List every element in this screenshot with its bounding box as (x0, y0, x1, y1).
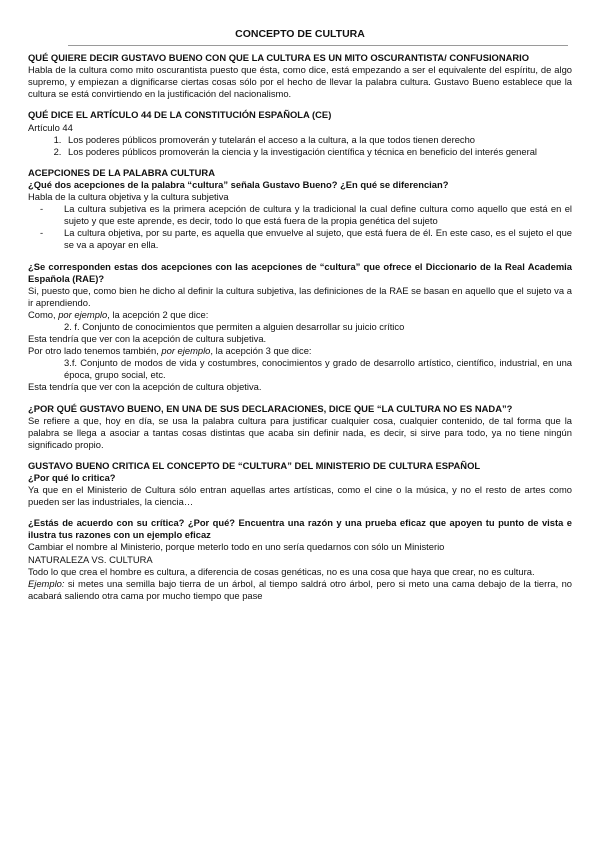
page-title: CONCEPTO DE CULTURA (235, 28, 365, 40)
question: ¿Por qué lo critica? (28, 472, 116, 483)
article-label: Artículo 44 (28, 121, 73, 133)
paragraph: Ya que en el Ministerio de Cultura sólo entran aquellas artes artísticas, como el cine o la música, y no el resto de artes como pueden ser las industriales, la ciencia… (28, 484, 572, 508)
list-item: - La cultura subjetiva es la primera acepción de cultura y la tradicional la cual define cultura como aquello que está en el sujeto y que este aprende, es decir, todo lo que está fuera de la propia genética del sujeto (64, 203, 572, 227)
paragraph: Si, puesto que, como bien he dicho al definir la cultura subjetiva, las definiciones de la RAE se basan en aquello que el sujeto va a ir aprendiendo. (28, 284, 572, 308)
list-item: - La cultura objetiva, por su parte, es aquella que envuelve al sujeto, que está fuera de él. En este caso, es el sujeto el que se va a apoyar en ella. (64, 227, 572, 251)
section-heading: QUÉ DICE EL ARTÍCULO 44 DE LA CONSTITUCIÓN ESPAÑOLA (CE) (28, 109, 332, 121)
paragraph: Habla de la cultura como mito oscurantista puesto que ésta, como dice, está empezando a ser el equivalente del espíritu, de algo supremo, y empiezan a dignificarse ciertas cosas sólo por el hecho de llevar la palabra cultura. Gustavo Bueno establece que la cultura se está convirtiendo en la justificación del nacionalismo. (28, 64, 572, 100)
numbered-list (28, 134, 572, 158)
section-heading: ¿POR QUÉ GUSTAVO BUENO, EN UNA DE SUS DECLARACIONES, DICE QUE “LA CULTURA NO ES NADA”? (28, 402, 513, 414)
example-line: Ejemplo: si metes una semilla bajo tierra de un árbol, al tiempo saldrá otro árbol, pero si meto una cama debajo de la tierra, no acabará saliendo otra cama por mucho tiempo que pase (28, 577, 572, 601)
section-heading: QUÉ QUIERE DECIR GUSTAVO BUENO CON QUE LA CULTURA ES UN MITO OSCURANTISTA/ CONFUSIONARIO (28, 52, 530, 64)
paragraph: Cambiar el nombre al Ministerio, porque meterlo todo en uno sería quedarnos con sólo un Ministerio (28, 541, 445, 553)
example-line: Como, por ejemplo, la acepción 2 que dice: (28, 308, 209, 320)
document-page (28, 28, 572, 602)
paragraph: Habla de la cultura objetiva y la cultura subjetiva (28, 191, 229, 203)
paragraph: NATURALEZA VS. CULTURA (28, 553, 153, 565)
paragraph: Esta tendría que ver con la acepción de cultura subjetiva. (28, 333, 267, 345)
paragraph: Esta tendría que ver con la acepción de cultura objetiva. (28, 381, 262, 393)
section-heading: ACEPCIONES DE LA PALABRA CULTURA (28, 166, 215, 178)
paragraph: Todo lo que crea el hombre es cultura, a diferencia de cosas genéticas, no es una cosa que haya que crear, no es cultura. (28, 565, 535, 577)
paragraph: Se refiere a que, hoy en día, se usa la palabra cultura para justificar cualquier cosa, cualquier contenido, de tal forma que la palabra se llega a asociar a tantas cosas distintas que acaba sin definir nada, es decir, si sirve para todo, ya no tiene ningún significado propio. (28, 414, 572, 450)
example-line: Por otro lado tenemos también, por ejemplo, la acepción 3 que dice: (28, 345, 312, 357)
question: ¿Estás de acuerdo con su crítica? ¿Por qué? Encuentra una razón y una prueba eficaz que apoyen tu punto de vista e ilustra tus razones con un ejemplo eficaz (28, 517, 572, 541)
definition-quote: 3.f. Conjunto de modos de vida y costumbres, conocimientos y grado de desarrollo artístico, científico, industrial, en una época, grupo social, etc. (64, 357, 572, 381)
section-heading: GUSTAVO BUENO CRITICA EL CONCEPTO DE “CULTURA” DEL MINISTERIO DE CULTURA ESPAÑOL (28, 459, 481, 471)
definition-quote: 2. f. Conjunto de conocimientos que permiten a alguien desarrollar su juicio crítico (64, 320, 405, 332)
list-item: 1. Los poderes públicos promoverán y tutelarán el acceso a la cultura, a la que todos tienen derecho (64, 134, 572, 146)
dash-list (28, 203, 572, 251)
question: ¿Se corresponden estas dos acepciones con las acepciones de “cultura” que ofrece el Diccionario de la Real Academia Española (RAE)? (28, 260, 572, 284)
list-item: 2. Los poderes públicos promoverán la ciencia y la investigación científica y técnica en beneficio del interés general (64, 146, 572, 158)
title-divider (68, 45, 568, 46)
question: ¿Qué dos acepciones de la palabra “cultura” señala Gustavo Bueno? ¿En qué se diferencian? (28, 178, 449, 190)
